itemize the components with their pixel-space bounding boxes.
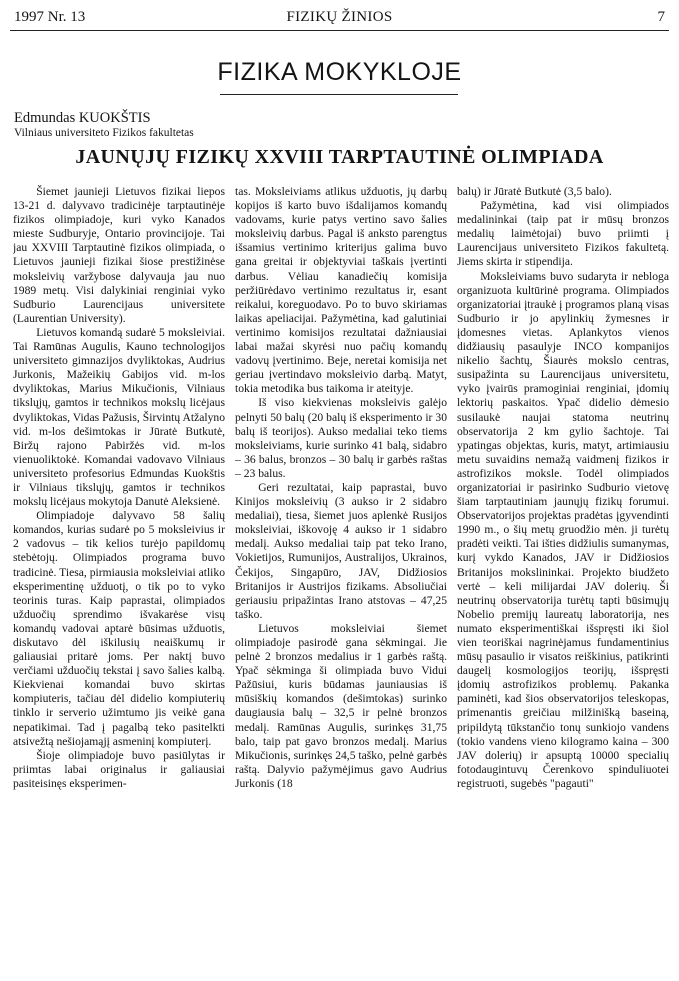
paragraph: Olimpiadoje dalyvavo 58 šalių komandos, kurias sudarė po 5 moksleivius ir 2 vadovus – tik kelios turėjo papildomų stebėtojų. Olimpiados programa buvo tradicinė. Tiesa, pirmiausia moksleiviai atliko eksperimentinę užduotį, o tik po to vyko teorinis turas. Kaip paprastai, olimpiados užduočių sprendimo išvakarėse visų komandų vadovai aptarė būsimas užduotis, diskutavo dėl iškilusių neaiškumų ir galiausiai pritarė joms. Per naktį buvo verčiami užduočių tekstai į savo šalies kalbą. Kiekvienai komandai buvo skirtas kompiuteris, tačiau dėl didelio kompiuterių tinklo ir serverio užimtumo jis veikė gana nepatikimai. Tad į pagalbą teko pasitelkti atsivežtą nešiojamąjį asmeninį kompiuterį. (13, 509, 225, 748)
paragraph: Geri rezultatai, kaip paprastai, buvo Kinijos moksleivių (3 aukso ir 2 sidabro medaliai), tiesa, šiemet juos aplenkė Rusijos moksleiviai, iškovoję 4 aukso ir 1 sidabro medalį. Aukso medaliai taip pat teko Irano, Vokietijos, Rumunijos, Australijos, Ukrainos, Čekijos, Singapūro, JAV, Didžiosios Britanijos ir Austrijos fizikams. Absoliučiai geriausiu pripažintas Irano atstovas – 47,25 taško. (235, 480, 447, 621)
paragraph: Lietuvos komandą sudarė 5 moksleiviai. Tai Ramūnas Augulis, Kauno technologijos universiteto gimnazijos dvyliktokas, Audrius Jurkonis, Mažeikių Gabijos vid. m-los dvyliktokas, Marius Mikučionis, Vilniaus tikslųjų, gamtos ir technikos mokslų licėjaus dvyliktokas, Vidas Pažusis, Širvintų Atžalyno vid. m-los dešimtokas ir Jūratė Butkutė, Biržų rajono Pabiržės vid. m-los vienuoliktokė. Komandai vadovavo Vilniaus universiteto profesorius Edmundas Kuokštis ir Vilniaus tikslųjų, gamtos ir technikos mokslų licėjaus mokytoja Danutė Aleksienė. (13, 325, 225, 509)
journal-name: FIZIKŲ ŽINIOS (286, 9, 393, 25)
paragraph: Šiemet jaunieji Lietuvos fizikai liepos 13-21 d. dalyvavo tradicinėje tarptautinėje fizikos olimpiadoje, kuri vyko Kanados mieste Sudburyje, Ontario provincijoje. Tai jau XXVIII Tarptautinė fizikos olimpiada, o Lietuvos jaunieji fizikai šiose prestižinėse moksleivių varžybose dalyvauja jau nuo 1989 metų. Visi dalykiniai renginiai vyko Sudburio Laurencijaus universitete (Laurentian University). (13, 185, 225, 325)
author-name: Edmundas KUOKŠTIS (14, 110, 151, 126)
paragraph: balų) ir Jūratė Butkutė (3,5 balo). (457, 185, 612, 198)
issue-label: 1997 Nr. 13 (14, 9, 86, 25)
text-column-2 (235, 185, 447, 969)
paragraph: tas. Moksleiviams atlikus užduotis, jų darbų kopijos iš karto buvo išdalijamos komandų vadovams, kurie patys vertino savo šalies moksleivių darbus. Pagal iš anksto parengtus išsamius vertinimo kriterijus galima buvo gana greitai ir objektyviai taškais įvertinti darbus. Vėliau kanadiečių komisija peržiūrėdavo vertinimo rezultatus ir, esant reikalui, koreguodavo. Po to buvo skiriamas laikas apeliacijai. Pažymėtina, kad galutiniai vertinimo komisijos rezultatai dažniausiai labai mažai skyrėsi nuo pačių komandų vadovų įvertinimo. Beje, neretai komisija net geriau įvertindavo moksleivio darbą. Matyt, tokia metodika bus taikoma ir ateityje. (235, 185, 447, 396)
paragraph: Lietuvos moksleiviai šiemet olimpiadoje pasirodė gana sėkmingai. Jie pelnė 2 bronzos medalius ir 1 garbės raštą. Ypač sėkminga ši olimpiada buvo Vidui Pažūsiui, kuris būdamas jauniausias iš mūsiškių komandos (dešimtokas) surinko daugiausia balų – 32,5 ir pelnė bronzos medalį. Ramūnas Augulis, surinkęs 31,75 balo, taip pat gavo bronzos medalį. Marius Mikučionis, surinkęs 24,5 taško, pelnė garbės raštą. Dalyvio pažymėjimus gavo Audrius Jurkonis (18 (235, 621, 447, 790)
article-body (13, 185, 669, 969)
paragraph: Moksleiviams buvo sudaryta ir nebloga organizuota kultūrinė programa. Olimpiados organizatoriai įtraukė į programos planą visas Sudburio ir jo apylinkių žymesnes ir įdomesnes vietas. Aplankytos vienos didžiausių pasaulyje INCO kompanijos nikelio šachtų, Šiaurės mokslo centras, susipažinta su Laurencijaus universitetu, vyko įvairūs pramoginiai renginiai, įdomių lektorių paskaitos. Ypač didelio dėmesio susilaukė naujai statoma neutrinų observatorija 2 km gylio šachtoje. Tai ypatingas objektas, kuris, matyt, artimiausiu metu suvaidins nemažą vaidmenį fizikos ir astrofizikos moksle. Todėl olimpiados organizatoriai ir pasirinko Sudburio vietovę šiam tarptautiniam jaunųjų fizikų forumui. Observatorijos projektas pradėtas įgyvendinti 1990 m., o šių metų gruodžio mėn. ji turėtų pradėti veikti. Tai išties didžiulis sumanymas, kurį vykdo Kanados, JAV ir Didžiosios Britanijos mokslininkai. Projekto biudžeto vertė – keli milijardai JAV dolerių. Ši neutrinų observatorija turėtų tapti būsimųjų Nobelio premijų laureatų laboratorija, nes numato eksperimentiškai išspręsti iki šiol vien teoriškai nagrinėjamus fundamentinius mūsų pasaulio ir visatos reiškinius, patikrinti daugelį kosmologijos teorijų, išspręsti įdomių astrofizikos problemų. Pakanka paminėti, kad šios observatorijos teleskopas, primenantis greičiau milžinišką baseiną, pripildytą tūkstančio tonų sunkiojo vandens (tokio vandens vieno kilogramo kaina – 300 JAV dolerių) ir apsuptą 10000 specialių fotodaugintuvų Čerenkovo spinduliuotei registruoti, sugebės "pagauti" (457, 269, 669, 790)
running-header (14, 6, 665, 28)
paragraph: Pažymėtina, kad visi olimpiados medalininkai (taip pat ir mūsų bronzos medalių laimėtojai) buvo priimti į Laurencijaus universiteto Fizikos fakultetą. Jiems skirta ir stipendija. (457, 199, 669, 269)
section-title-divider (220, 94, 458, 95)
author-affiliation: Vilniaus universiteto Fizikos fakultetas (14, 127, 194, 139)
text-column-3 (457, 185, 669, 969)
text-column-1 (13, 185, 225, 969)
page-number: 7 (657, 9, 665, 25)
paragraph: Šioje olimpiadoje buvo pasiūlytas ir priimtas labai originalus ir galiausiai pasiteisinęs eksperimen- (13, 748, 225, 790)
section-title: FIZIKA MOKYKLOJE (217, 58, 462, 86)
article-title: JAUNŲJŲ FIZIKŲ XXVIII TARPTAUTINĖ OLIMPIADA (75, 146, 604, 168)
paragraph: Iš viso kiekvienas moksleivis galėjo pelnyti 50 balų (20 balų iš eksperimento ir 30 balų iš teorijos). Aukso medaliai teko tiems moksleiviams, kurie surinko 41 balą, sidabro – 36 balus, bronzos – 30 balų ir garbės raštas – 23 balus. (235, 396, 447, 480)
header-divider (10, 30, 669, 31)
